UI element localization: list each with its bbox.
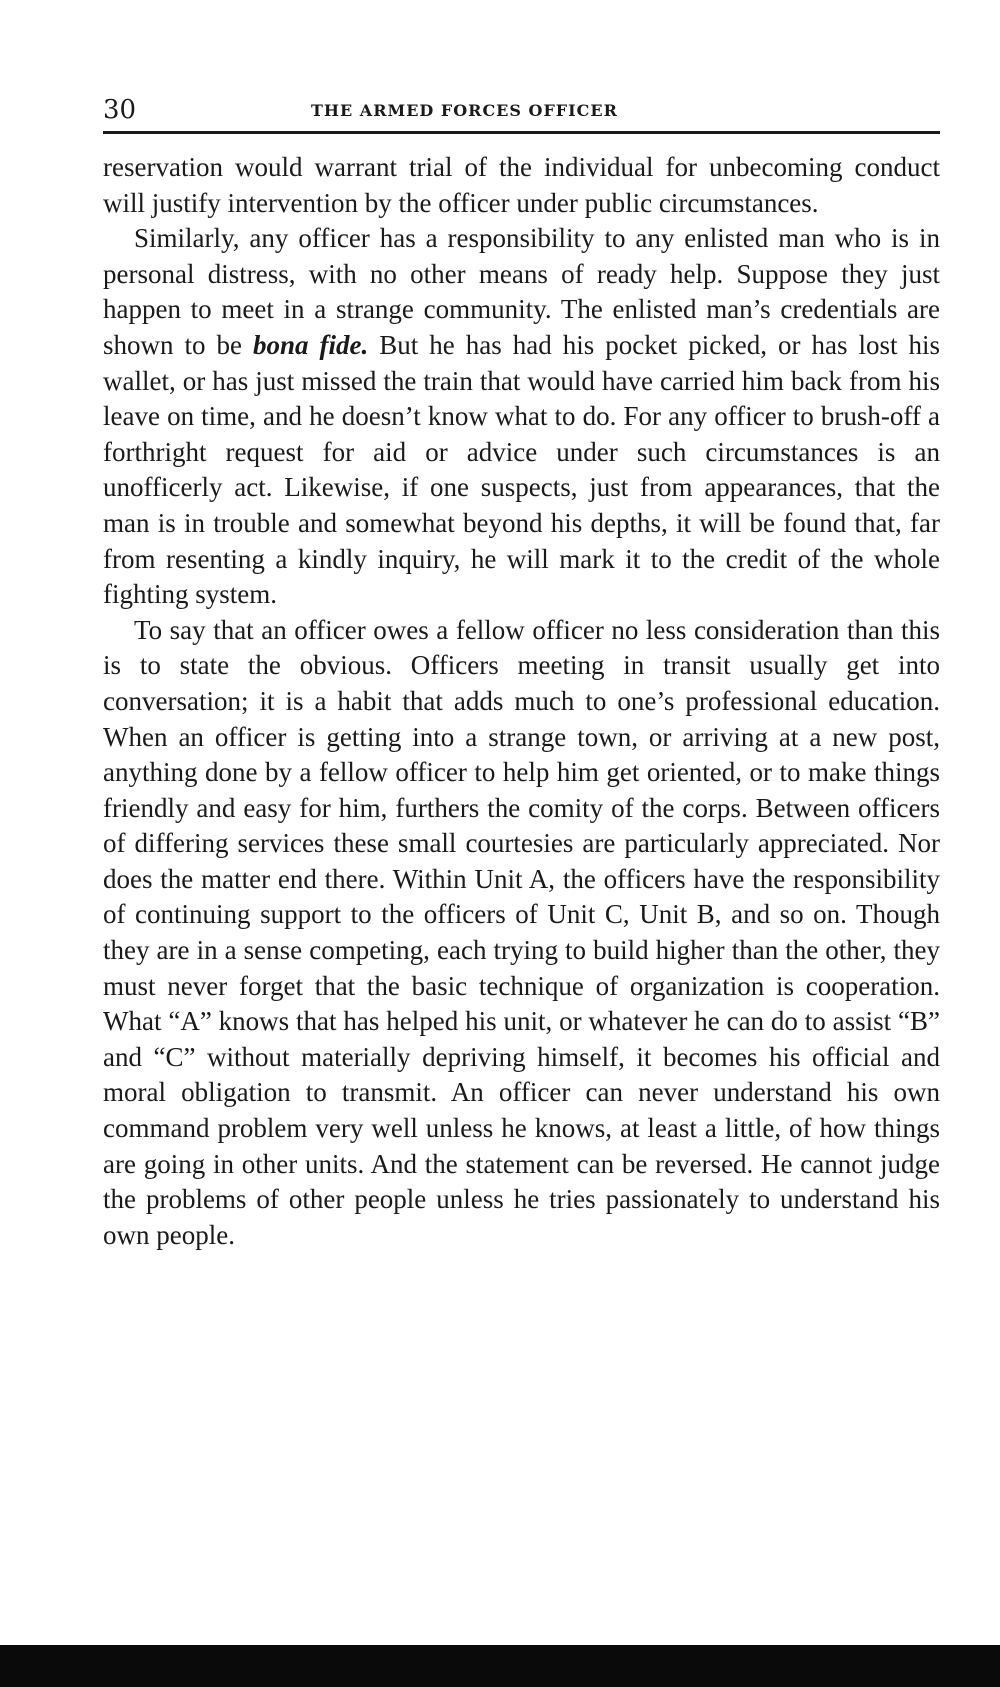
paragraph-3-text: To say that an officer owes a fellow officer no less consideration than this is to state the obvious. Officers meeting in transit usually get into conversation; it is a habit that adds much to one’s professional education. When an officer is getting into a strange town, or arriving at a new post, anything done by a fellow officer to help him get oriented, or to make things friendly and easy for him, furthers the comity of the corps. Between officers of differing services these small courtesies are particularly appreciated. Nor does the matter end there. Within Unit A, the officers have the responsibility of continuing support to the officers of Unit C, Unit B, and so on. Though they are in a sense competing, each trying to build higher than the other, they must never forget that the basic technique of organization is cooperation. What “A” knows that has helped his unit, or whatever he can do to assist “B” and “C” without materially depriving himself, it becomes his official and moral obligation to transmit. An officer can never understand his own command problem very well unless he knows, at least a little, of how things are going in other units. And the statement can be reversed. He cannot judge the problems of other people unless he tries passionately to understand his own people. <box>103 614 940 1250</box>
scan-bottom-edge <box>0 1645 1000 1687</box>
paragraph-2-italic-phrase: bona fide. <box>253 329 369 360</box>
paragraph-1-text: reservation would warrant trial of the individual for unbecoming conduct will justify intervention by the officer under public circumstances. <box>103 152 940 218</box>
paragraph-2-text-start: Similarly, any officer has a responsibility to any enlisted man who is in personal distress, with no other means of ready help. Suppose they just happen to meet in a strange community. The enlisted man’s credentials are shown to be <box>103 223 940 360</box>
paragraph-2-text-end: But he has had his pocket picked, or has lost his wallet, or has just missed the train that would have carried him back from his leave on time, and he doesn’t know what to do. For any officer to brush-off a forthright request for aid or advice under such circumstances is an unofficerly act. Likewise, if one suspects, just from appearances, that the man is in trouble and somewhat beyond his depths, it will be found that, far from resenting a kindly inquiry, he will mark it to the credit of the whole fighting system. <box>103 329 940 610</box>
paragraph-2 <box>103 221 940 613</box>
running-head: THE ARMED FORCES OFFICER <box>311 101 618 120</box>
paragraph-3 <box>103 613 940 1254</box>
page-number: 30 <box>103 95 137 125</box>
body-text <box>103 150 940 1253</box>
paragraph-1 <box>103 150 940 221</box>
page-header <box>103 95 940 134</box>
